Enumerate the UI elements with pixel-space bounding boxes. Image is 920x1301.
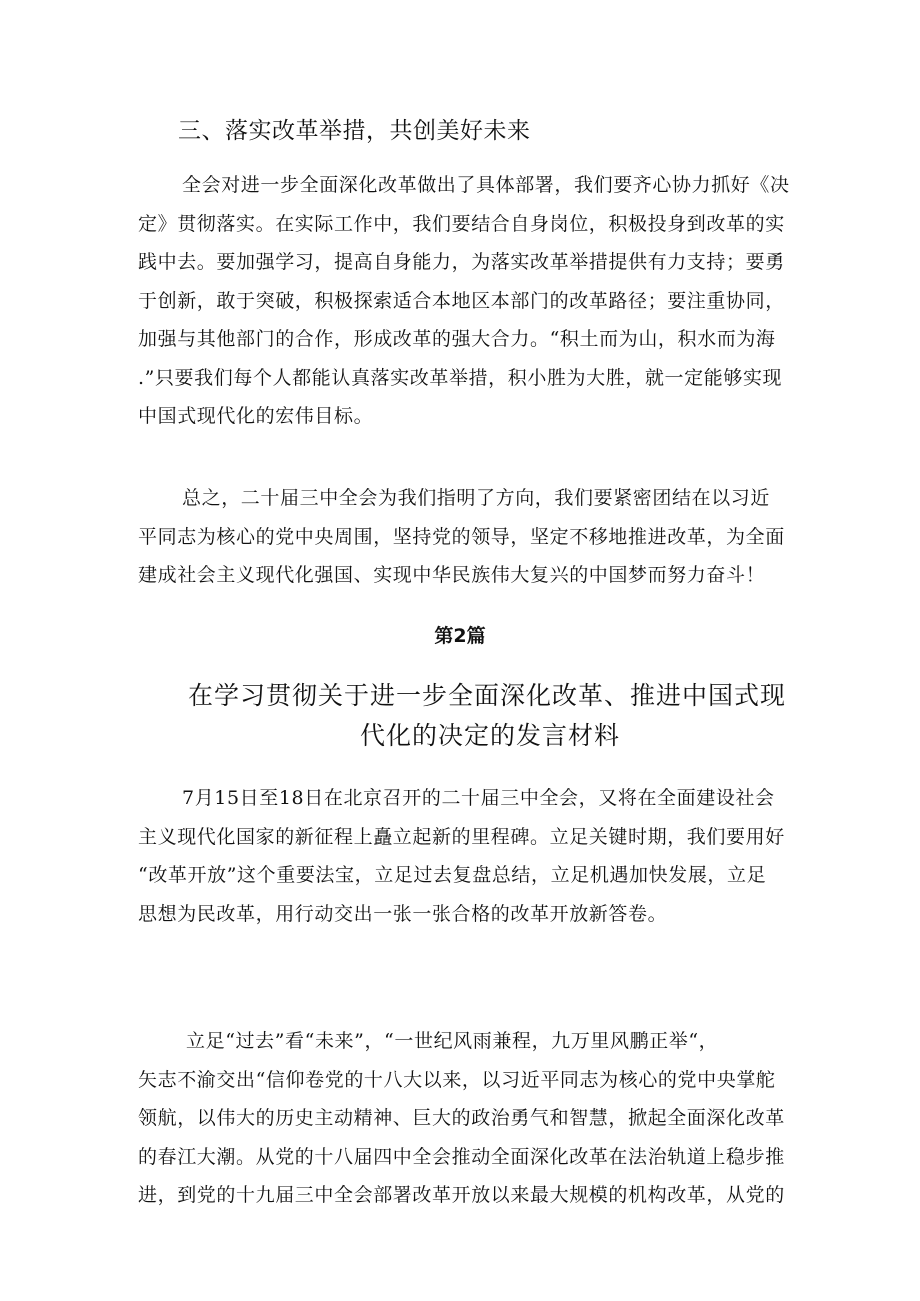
paragraph-implement-reform — [138, 166, 794, 436]
paragraph-line: 7月15日至18日在北京召开的二十届三中全会，又将在全面建设社会 — [182, 787, 775, 809]
paragraph-line: 定》贯彻落实。在实际工作中，我们要结合自身岗位，积极投身到改革的实 — [138, 212, 785, 235]
paragraph-line: 立足“过去”看“未来”，“一世纪风雨兼程，九万里风鹏正举“， — [186, 1030, 719, 1052]
paragraph-line: 矢志不渝交出“信仰卷党的十八大以来，以习近平同志为核心的党中央掌舵 — [138, 1068, 776, 1091]
title-line: 代化的决定的发言材料 — [359, 721, 620, 750]
paragraph-conclusion — [138, 479, 794, 595]
paragraph-line: 建成社会主义现代化强国、实现中华民族伟大复兴的中国梦而努力奋斗！ — [138, 564, 766, 586]
paragraph-line: 践中去。要加强学习，提高自身能力，为落实改革举措提供有力支持；要勇 — [138, 251, 785, 273]
paragraph-line: 中国式现代化的宏伟目标。 — [138, 405, 374, 427]
section-heading: 三、落实改革举措，共创美好未来 — [178, 118, 531, 144]
part-label: 第2篇 — [434, 625, 486, 647]
paragraph-line: 于创新，敢于突破，积极探索适合本地区本部门的改革路径；要注重协同， — [138, 289, 785, 312]
title-line: 在学习贯彻关于进一步全面深化改革、推进中国式现 — [188, 681, 787, 710]
paragraph-line: 主义现代化国家的新征程上矗立起新的里程碑。立足关键时期，我们要用好 — [138, 825, 785, 848]
paragraph-past-future — [138, 1022, 794, 1215]
paragraph-line: 总之，二十届三中全会为我们指明了方向，我们要紧密团结在以习近 — [182, 487, 771, 509]
paragraph-line: 领航，以伟大的历史主动精神、巨大的政治勇气和智慧，掀起全面深化改革 — [138, 1107, 785, 1129]
paragraph-line: 平同志为核心的党中央周围，坚持党的领导，坚定不移地推进改革，为全面 — [138, 525, 785, 548]
paragraph-line: 思想为民改革，用行动交出一张一张合格的改革开放新答卷。 — [138, 902, 668, 925]
document-title — [150, 676, 830, 756]
paragraph-line: 加强与其他部门的合作，形成改革的强大合力。“积土而为山，积水而为海 — [138, 328, 776, 350]
paragraph-line: 全会对进一步全面深化改革做出了具体部署，我们要齐心协力抓好《决 — [182, 174, 790, 196]
paragraph-line: 的春江大潮。从党的十八届四中全会推动全面深化改革在法治轨道上稳步推 — [138, 1145, 785, 1168]
paragraph-line: 进，到党的十九届三中全会部署改革开放以来最大规模的机构改革，从党的 — [138, 1184, 785, 1206]
paragraph-line: “改革开放”这个重要法宝，立足过去复盘总结，立足机遇加快发展，立足 — [138, 864, 767, 886]
paragraph-line: .”只要我们每个人都能认真落实改革举措，积小胜为大胜，就一定能够实现 — [138, 366, 783, 389]
paragraph-plenary-session — [138, 779, 794, 933]
